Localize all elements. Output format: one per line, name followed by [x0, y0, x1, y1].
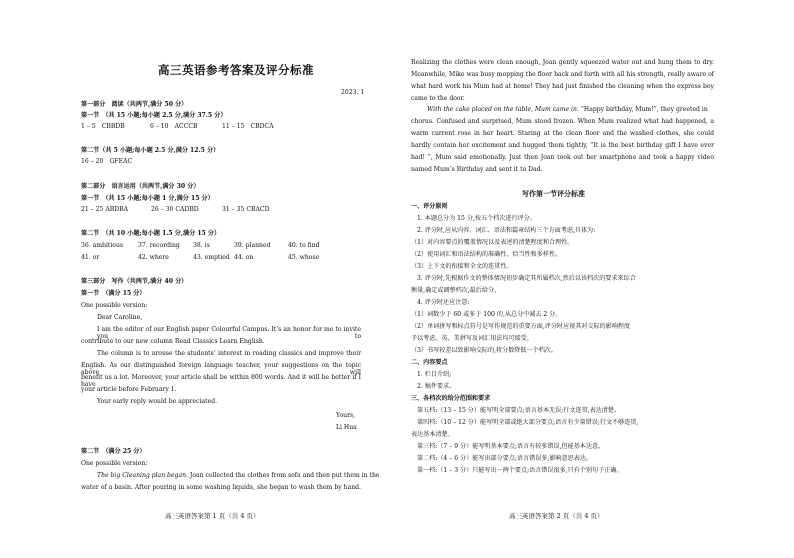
letter-closing: Yours, — [336, 412, 356, 419]
story-line: warm current rose in her heart. Staring at the clean floor and the washed clothes, she could — [411, 130, 714, 137]
criteria-line: 1. 本题总分为 15 分,按五个档次进行评分。 — [417, 215, 536, 222]
section-heading: 三、各档次的给分范围和要求 — [411, 395, 491, 402]
story-line: hardly contain her excitement and hugged them tightly, “It is the best birthday gift I have ever — [411, 142, 714, 149]
part1-section1-heading: 第一节 （共 15 小题;每小题 2.5 分,满分 37.5 分） — [81, 112, 227, 119]
criteria-title: 写作第一节评分标准 — [522, 189, 585, 198]
right-page — [397, 0, 794, 558]
answer-group: 11 – 15 CBDCA — [222, 123, 274, 130]
criteria-line: （2）单词拼写和标点符号是写作规范的重要方面,评分时应视其对交际的影响程度 — [411, 323, 631, 330]
criteria-line: 衡量,确定或调整档次,最后给分。 — [411, 287, 501, 294]
criteria-line: 第五档:（13 – 15 分）能写明全部要点;语言基本无误;行文连贯,表达清楚。 — [417, 407, 621, 414]
criteria-line: 3. 评分时,先根据作文的整体情况初步确定其所属档次,然后以该档次的要求来综合 — [417, 275, 636, 282]
answer-group: 1 – 5 CBBDB — [81, 123, 125, 130]
story-line: chorus. Confused and surprised, Mum stood frozen. When Mum realized what had happened, a — [411, 118, 714, 125]
answer-item: 41. or — [81, 254, 100, 261]
version-intro: One possible version: — [81, 302, 148, 309]
answer-group: 16 – 20 GFEAC — [81, 158, 133, 165]
answer-item: 37. recording — [138, 242, 180, 249]
part3-section2-heading: 第二节 （满分 25 分） — [81, 448, 146, 455]
story-line: Meanwhile, Mike was busy mopping the floor back and forth with all his strength, really aware of — [411, 71, 714, 78]
document-title: 高三英语参考答案及评分标准 — [158, 63, 314, 77]
letter-line: I am the editor of our English paper Colourful Campus. It’s an honor for me to invite you to — [97, 326, 361, 340]
answer-item: 40. to find — [288, 242, 320, 249]
answer-group: 6 – 10 ACCCB — [150, 123, 198, 130]
criteria-line: 4. 评分时还应注意: — [417, 299, 470, 306]
story-text: Joan collected the clothes from sofa and then put them in the — [187, 472, 380, 479]
answer-item: 36. ambitious — [81, 242, 124, 249]
part3-heading: 第三部分 写作（共两节,满分 40 分） — [81, 278, 188, 285]
part2-section1-heading: 第一节 （共 15 小题;每小题 1 分,满分 15 分） — [81, 195, 214, 202]
criteria-line: （3）上下文的衔接和全文的连贯性。 — [411, 263, 513, 270]
story-line: named Mum’s Birthday and sent it to Dad. — [411, 166, 543, 173]
criteria-line: 表达基本清楚。 — [411, 431, 454, 438]
section-heading: 一、评分原则 — [411, 203, 448, 210]
letter-line: Your early reply would be appreciated. — [97, 398, 218, 405]
answer-group: 31 – 35 CBACD — [222, 206, 270, 213]
letter-greeting: Dear Caroline, — [97, 314, 143, 321]
story-text: “Happy birthday, Mum!”, they greeted in — [578, 106, 708, 113]
answer-item: 44. on — [234, 254, 254, 261]
story-line: Realizing the clothes were clean enough, Joan gently squeezed water out and hung them to dry. — [411, 59, 714, 66]
story-line: what hard work his Mum had at home! They had just finished the cleaning when the express boy — [411, 83, 714, 90]
criteria-line: （3）书写较差以致影响交际的,将分数降低一个档次。 — [411, 347, 557, 354]
criteria-line: 第四档:（10 – 12 分）能写明全部或绝大部分要点;语言有少量错误;行文不够连贯, — [417, 419, 639, 426]
letter-line: The column is to arouse the students’ interest in reading classics and improve their — [97, 350, 361, 357]
letter-line: contribute to our new column Read Classics Learn English. — [81, 338, 265, 345]
story-line — [97, 472, 380, 479]
criteria-line: 2. 稿件要求。 — [417, 383, 456, 390]
answer-item: 39. planned — [234, 242, 271, 249]
part1-section2-heading: 第二节（共 5 小题;每小题 2.5 分,满分 12.5 分） — [81, 147, 220, 154]
section-heading: 二、内容要点 — [411, 359, 448, 366]
criteria-line: 第三档:（7 – 9 分）能写明基本要点;语言有较多错误,但能基本达意。 — [417, 443, 605, 450]
letter-line: benefit us a lot. Moreover, your article shall be within 800 words. And it will be better if I have — [81, 374, 361, 388]
part1-heading: 第一部分 阅读（共两节,满分 50 分） — [81, 101, 188, 108]
answer-item: 38. is — [193, 242, 210, 249]
criteria-line: 第二档:（4 – 6 分）能写出部分要点;语言错误多,影响意思表达。 — [417, 455, 592, 462]
answer-group: 21 – 25 ABDBA — [81, 206, 129, 213]
story-opening: With the cake placed on the table, Mum came in. — [427, 106, 579, 113]
answer-item: 43. emptied — [193, 254, 230, 261]
answer-group: 26 – 30 CADBD — [151, 206, 199, 213]
page-footer: 高三英语答案第 1 页（共 4 页） — [165, 512, 260, 520]
page-footer: 高三英语答案第 2 页（共 4 页） — [509, 512, 604, 520]
part3-section1-heading: 第一节 （满分 15 分） — [81, 290, 146, 297]
answer-item: 42. where — [138, 254, 169, 261]
part2-section2-heading: 第二节 （共 10 小题;每小题 1.5 分,满分 15 分） — [81, 230, 221, 237]
story-opening: The big Cleaning plan began. — [97, 472, 188, 479]
story-line: had! ”, Mum said emotionally. Just then Joan took out her smartphone and took a happy video — [411, 154, 714, 161]
criteria-line: （1）对内容要点的覆盖情况以及表述的清楚程度和合理性。 — [411, 239, 574, 246]
story-line: came to the door. — [411, 95, 465, 102]
criteria-line: 1. 栏目介绍; — [417, 371, 452, 378]
criteria-line: 予以考虑。英、美拼写及词汇用法均可接受。 — [411, 335, 533, 342]
criteria-line: 2. 评分时,应从内容、词汇、语法和篇章结构三个方面考虑,具体为: — [417, 227, 596, 234]
criteria-line: （1）词数少于 60 或多于 100 的,从总分中减去 2 分。 — [411, 311, 562, 318]
criteria-line: 第一档:（1 – 3 分）只能写出一两个要点;语言错误很多,只有个别句子正确。 — [417, 467, 623, 474]
answer-item: 45. whose — [288, 254, 320, 261]
criteria-line: （2）使用词汇和语法结构的准确性、恰当性和多样性。 — [411, 251, 562, 258]
letter-line: English. As our distinguished foreign language teacher, your suggestions on the topic above will — [81, 362, 361, 376]
document-date: 2023. 1 — [341, 89, 365, 96]
story-line: water of a basin. After pouring in some washing liquids, she began to wash them by hand. — [81, 484, 361, 491]
version-intro: One possible version: — [81, 460, 148, 467]
part2-heading: 第二部分 语言运用（共两节,满分 30 分） — [81, 183, 200, 190]
letter-line: your article before February 1. — [81, 386, 177, 393]
letter-signature: Li Hua — [336, 424, 357, 431]
story-line — [427, 106, 708, 113]
